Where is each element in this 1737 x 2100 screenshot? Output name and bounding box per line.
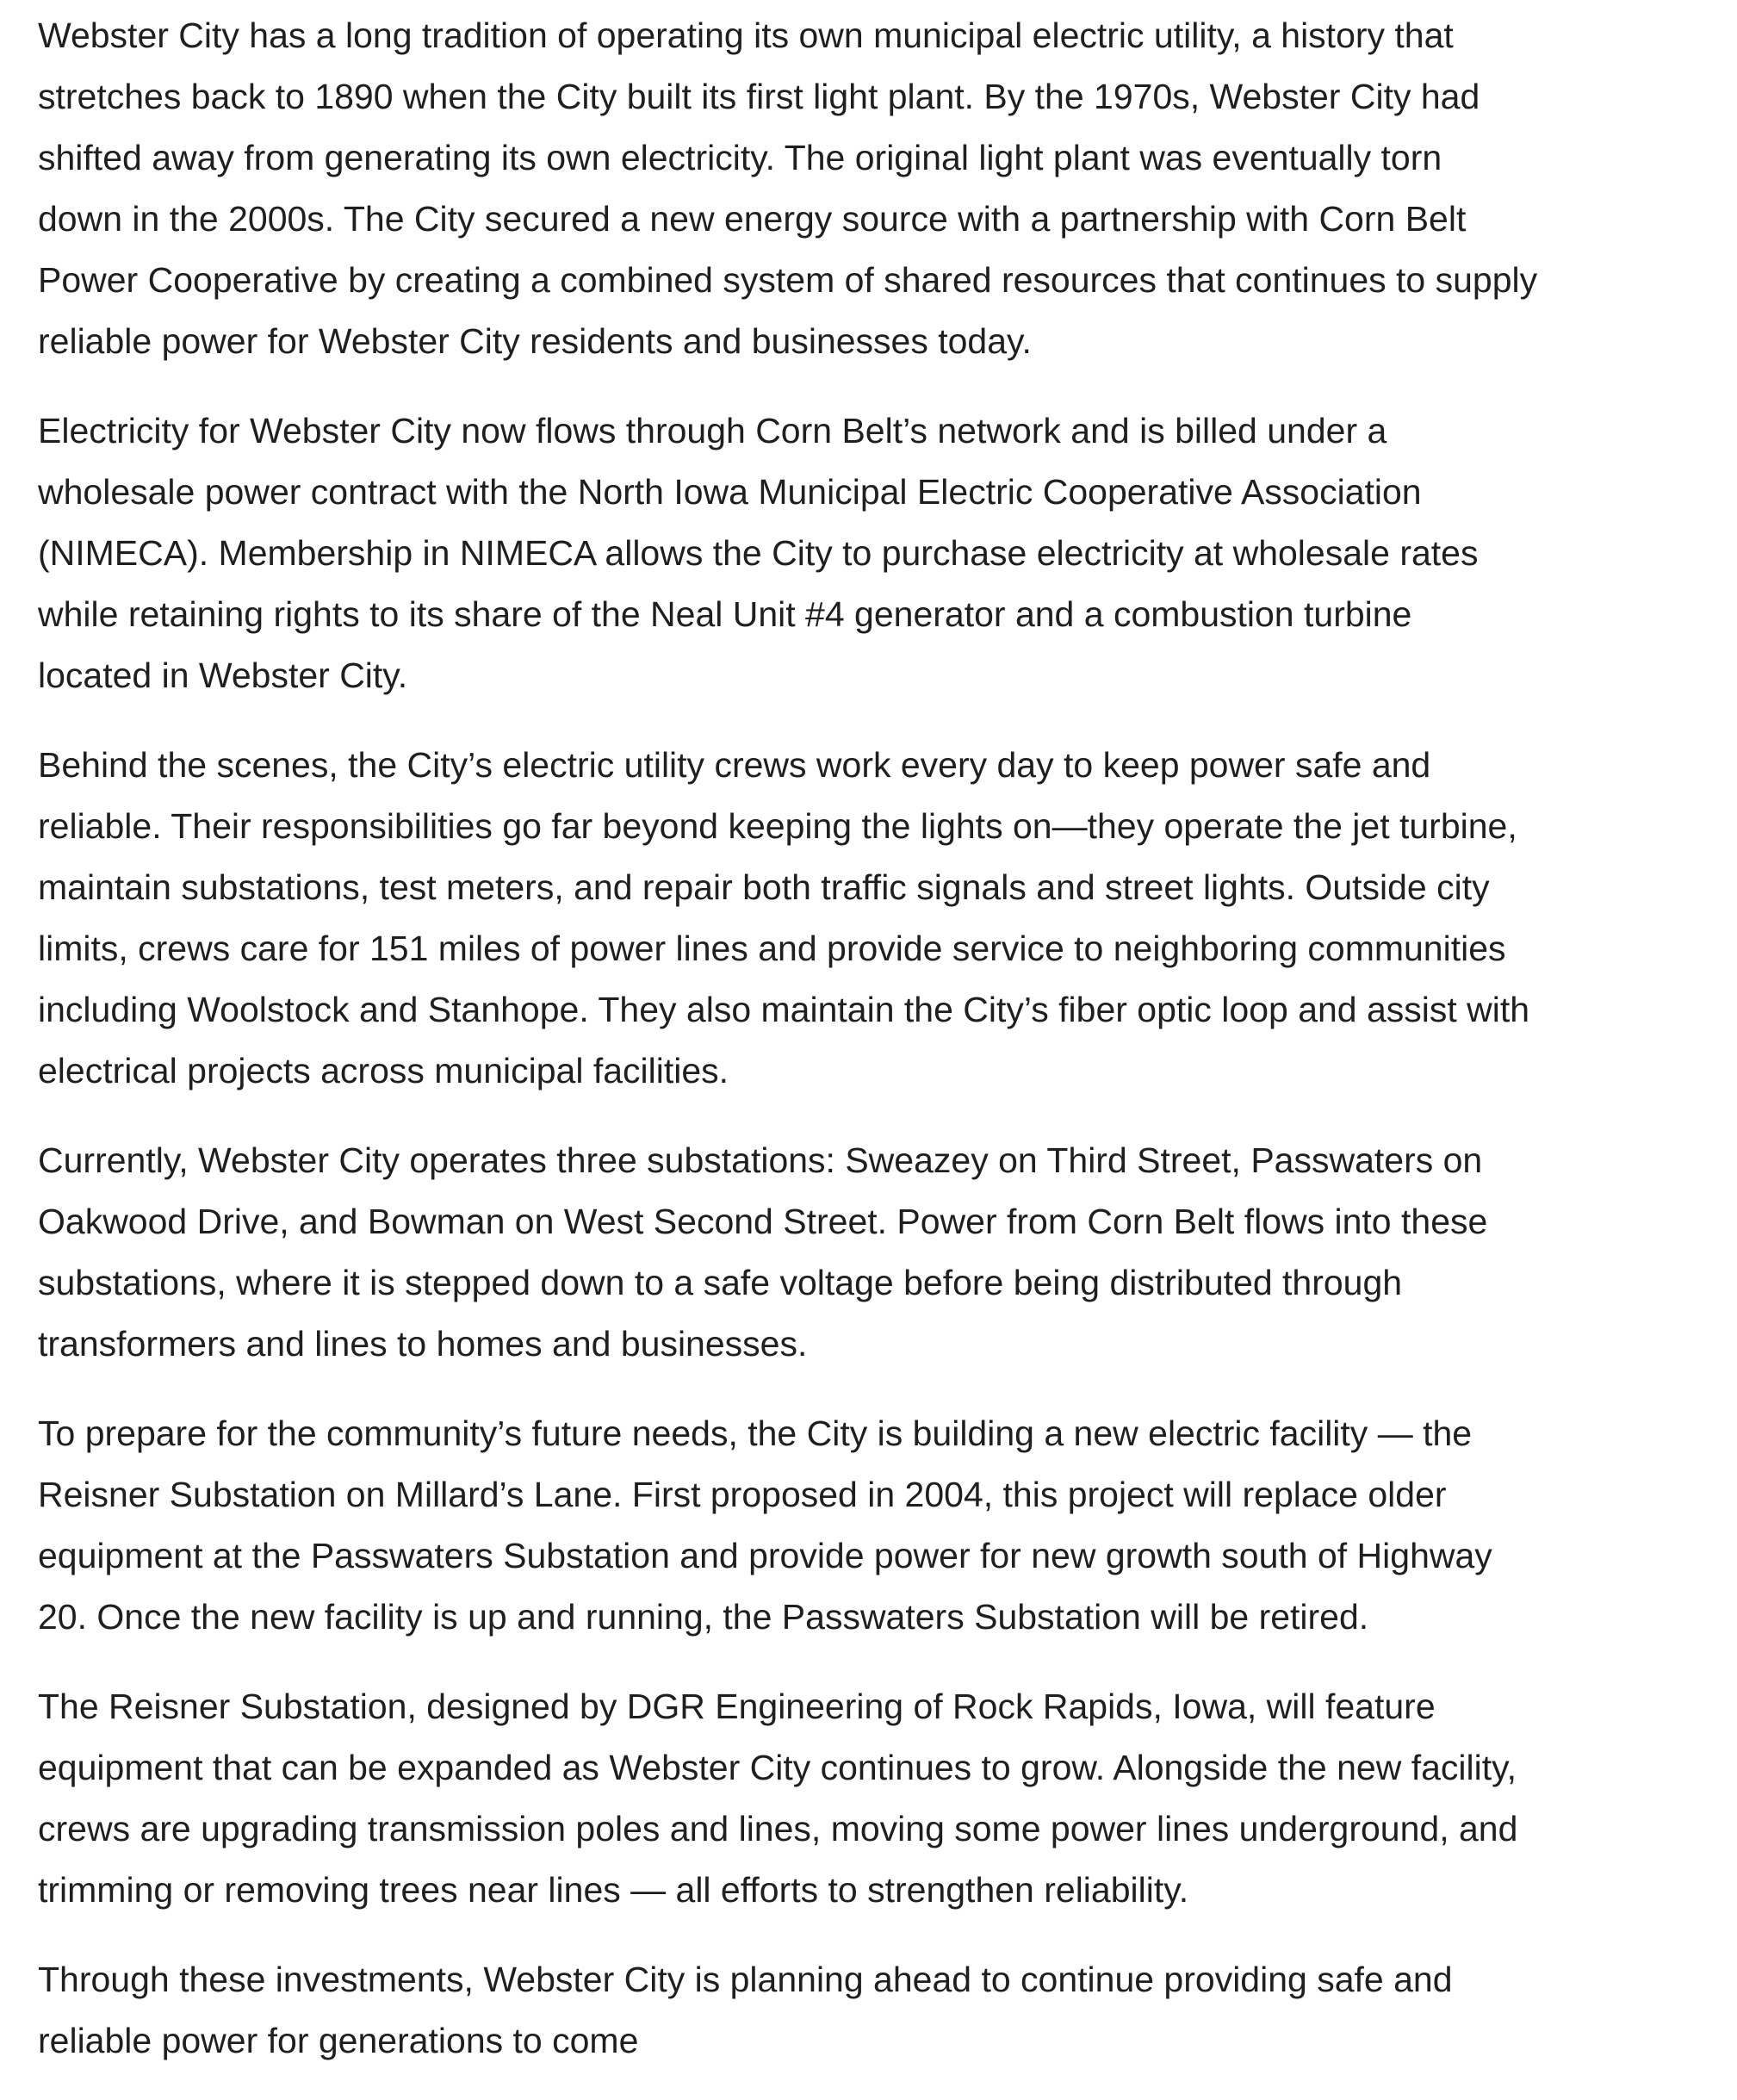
text-line: while retaining rights to its share of the Neal Unit #4 generator and a combustion turbine [38,594,1412,634]
text-line: stretches back to 1890 when the City built its first light plant. By the 1970s, Webster City had [38,77,1480,116]
text-line: Electricity for Webster City now flows through Corn Belt’s network and is billed under a [38,411,1387,450]
text-line: The Reisner Substation, designed by DGR Engineering of Rock Rapids, Iowa, will feature [38,1687,1436,1726]
text-line: reliable power for generations to come [38,2021,639,2060]
paragraph-utility-crews [38,735,1726,1102]
text-line: substations, where it is stepped down to a safe voltage before being distributed through [38,1263,1403,1302]
text-line: including Woolstock and Stanhope. They also maintain the City’s fiber optic loop and assist with [38,990,1530,1029]
text-line: (NIMECA). Membership in NIMECA allows the City to purchase electricity at wholesale rates [38,533,1479,573]
text-line: Currently, Webster City operates three substations: Sweazey on Third Street, Passwaters on [38,1140,1483,1180]
article-body [38,0,1726,2100]
paragraph-wholesale-contract [38,401,1726,706]
text-line: 20. Once the new facility is up and running, the Passwaters Substation will be retired. [38,1597,1369,1637]
text-line: equipment at the Passwaters Substation and provide power for new growth south of Highway [38,1536,1492,1575]
text-line: crews are upgrading transmission poles and lines, moving some power lines underground, and [38,1809,1518,1848]
text-line: limits, crews care for 151 miles of power lines and provide service to neighboring communities [38,929,1506,968]
text-line: transformers and lines to homes and businesses. [38,1324,808,1364]
text-line: Through these investments, Webster City is planning ahead to continue providing safe and [38,1960,1453,1999]
paragraph-reisner-substation [38,1403,1726,1648]
text-line: electrical projects across municipal facilities. [38,1051,729,1090]
text-line: reliable. Their responsibilities go far beyond keeping the lights on—they operate the jet turbine, [38,806,1517,846]
text-line: Behind the scenes, the City’s electric utility crews work every day to keep power safe and [38,745,1431,785]
text-line: equipment that can be expanded as Webster City continues to grow. Alongside the new facility, [38,1748,1517,1787]
text-line: wholesale power contract with the North Iowa Municipal Electric Cooperative Association [38,472,1422,512]
paragraph-conclusion [38,1949,1726,2072]
paragraph-design-upgrades [38,1676,1726,1921]
text-line: Webster City has a long tradition of operating its own municipal electric utility, a history that [38,16,1454,55]
text-line: reliable power for Webster City residents and businesses today. [38,321,1032,361]
text-line: down in the 2000s. The City secured a new energy source with a partnership with Corn Belt [38,199,1467,239]
text-line: Oakwood Drive, and Bowman on West Second Street. Power from Corn Belt flows into these [38,1202,1488,1241]
paragraph-history [38,5,1726,372]
text-line: located in Webster City. [38,655,408,695]
text-line: Reisner Substation on Millard’s Lane. First proposed in 2004, this project will replace older [38,1475,1447,1514]
text-line: shifted away from generating its own electricity. The original light plant was eventually torn [38,138,1442,177]
paragraph-substations [38,1130,1726,1375]
text-line: To prepare for the community’s future needs, the City is building a new electric facility — the [38,1413,1473,1453]
text-line: maintain substations, test meters, and repair both traffic signals and street lights. Outside city [38,867,1490,907]
text-line: Power Cooperative by creating a combined system of shared resources that continues to supply [38,260,1538,300]
text-line: trimming or removing trees near lines — all efforts to strengthen reliability. [38,1870,1189,1910]
